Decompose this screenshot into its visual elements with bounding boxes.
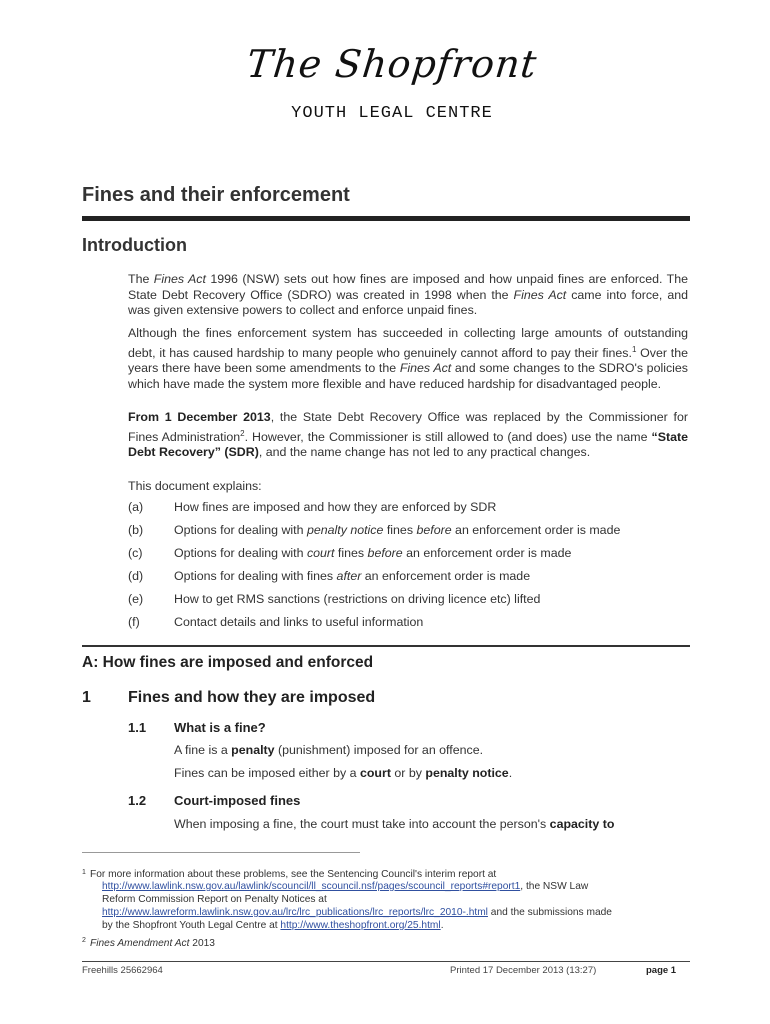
intro-paragraph-1: The Fines Act 1996 (NSW) sets out how fines are imposed and how unpaid fines are enforced. The State Debt Recovery Office (SDRO) was created in 1998 when the Fines Act came into force, and was given extensive powers to collect and enforce unpaid fines. (128, 272, 689, 317)
footnote-1-line-5: by the Shopfront Youth Legal Centre at http://www.theshopfront.org/25.html. (102, 920, 444, 931)
heading-1-2-text: Court-imposed fines (174, 793, 301, 808)
explains-list (128, 500, 688, 638)
list-item: (b) Options for dealing with penalty notice fines before an enforcement order is made (128, 523, 621, 537)
intro-heading: Introduction (82, 235, 187, 255)
section-1-1-paragraph-1: A fine is a penalty (punishment) imposed for an offence. (174, 743, 484, 757)
logo-subtitle: YOUTH LEGAL CENTRE (291, 104, 493, 123)
footnote-2-text: Fines Amendment Act 2013 (90, 938, 215, 949)
heading-1-1-number: 1.1 (128, 720, 147, 735)
shopfront-link[interactable]: http://www.theshopfront.org/25.html (280, 920, 441, 931)
footnote-1-line-3: Reform Commission Report on Penalty Notices at (102, 894, 327, 905)
section-1-1-paragraph-2: Fines can be imposed either by a court or by penalty notice. (174, 766, 513, 780)
section-a-heading: A: How fines are imposed and enforced (82, 654, 374, 671)
section-1-2-paragraph-1: When imposing a fine, the court must take into account the person's capacity to (174, 817, 615, 831)
footnote-1-line-4: http://www.lawreform.lawlink.nsw.gov.au/lrc/lrc_publications/lrc_reports/lrc_2010-.html and the submissions made (102, 907, 612, 918)
heading-1-number: 1 (82, 689, 91, 706)
footer-page-number: page 1 (646, 965, 677, 976)
footnote-divider (82, 852, 360, 853)
title-divider (82, 216, 690, 221)
intro-paragraph-3: From 1 December 2013, the State Debt Recovery Office was replaced by the Commissioner for Fines Administration$^2$. However, the Commissioner is still allowed to (and does) use the name “State Debt Recovery” (SDR), and the name change has not led to any practical changes. (128, 410, 688, 460)
page-title: Fines and their enforcement (82, 184, 350, 206)
list-item: (a) How fines are imposed and how they are enforced by SDR (128, 500, 497, 514)
footer-divider (82, 961, 690, 962)
section-divider (82, 645, 690, 647)
list-item: (c) Options for dealing with court fines before an enforcement order is made (128, 546, 572, 560)
list-item: (f) Contact details and links to useful information (128, 615, 424, 629)
footer-doc-id: Freehills 25662964 (82, 965, 163, 976)
logo-title: The Shopfront (244, 42, 540, 86)
footnote-1-line-1: For more information about these problems, see the Sentencing Council's interim report at (90, 869, 497, 880)
list-item: (d) Options for dealing with fines after an enforcement order is made (128, 569, 531, 583)
footer-printed-date: Printed 17 December 2013 (13:27) (450, 965, 597, 976)
sentencing-council-link[interactable]: http://www.lawlink.nsw.gov.au/lawlink/scouncil/ll_scouncil.nsf/pages/scouncil_reports#report1 (102, 881, 521, 892)
heading-1-2-number: 1.2 (128, 793, 147, 808)
footnote-ref-1[interactable]: 1 (631, 344, 637, 354)
heading-1-text: Fines and how they are imposed (128, 689, 376, 706)
intro-paragraph-2: Although the fines enforcement system has succeeded in collecting large amounts of outstanding debt, it has caused hardship to many people who genuinely cannot afford to pay their fines.$^1$ Over the years there have been some amendments to the Fines Act and some changes to the SDRO's policies which have made the system more flexible and have reduced hardship for disadvantaged people. (128, 326, 689, 391)
law-reform-link[interactable]: http://www.lawreform.lawlink.nsw.gov.au/lrc/lrc_publications/lrc_reports/lrc_2010-.html (102, 907, 488, 918)
intro-paragraph-4: This document explains: (128, 479, 262, 493)
list-item: (e) How to get RMS sanctions (restrictions on driving licence etc) lifted (128, 592, 541, 606)
heading-1-1-text: What is a fine? (174, 720, 266, 735)
footnote-1-mark: 1 (82, 869, 86, 876)
footnote-2-mark: 2 (82, 937, 86, 944)
footnote-ref-2[interactable]: 2 (240, 428, 245, 438)
footnote-1-line-2: http://www.lawlink.nsw.gov.au/lawlink/scouncil/ll_scouncil.nsf/pages/scouncil_reports#report1, the NSW Law (102, 881, 589, 892)
